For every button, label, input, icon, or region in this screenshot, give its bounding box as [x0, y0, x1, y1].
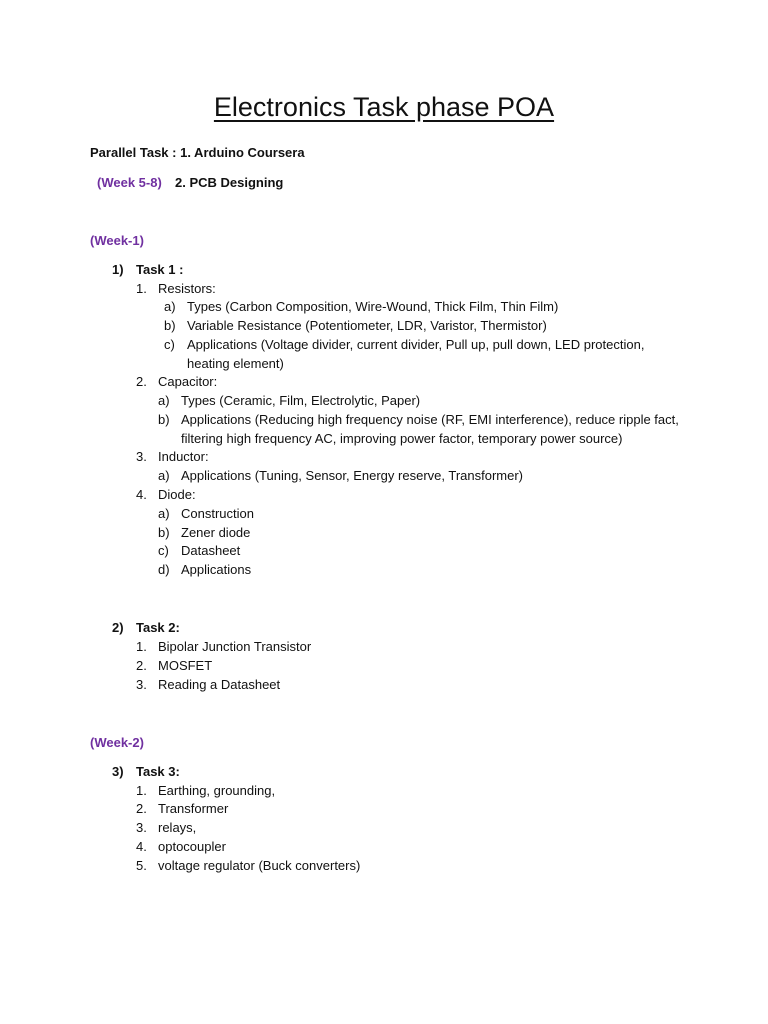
- task1-item-marker: 4.: [136, 487, 147, 502]
- task3-item-text: Transformer: [158, 801, 229, 816]
- sub-item-text: Applications (Reducing high frequency noise (RF, EMI interference), reduce ripple fact,: [181, 412, 679, 427]
- sub-item-text: Applications: [181, 562, 252, 577]
- parallel-task-item-2: 2. PCB Designing: [175, 175, 284, 190]
- sub-item-marker: a): [164, 299, 176, 314]
- sub-item-marker: a): [158, 393, 170, 408]
- sub-item-marker: b): [158, 412, 170, 427]
- task1-item-capacitor: Capacitor:: [158, 374, 218, 389]
- task2-marker: 2): [112, 620, 124, 635]
- task3-marker: 3): [112, 764, 124, 779]
- task1-item-marker: 2.: [136, 374, 147, 389]
- task2-item-marker: 2.: [136, 658, 147, 673]
- sub-item-marker: c): [164, 337, 175, 352]
- sub-item-text: Variable Resistance (Potentiometer, LDR, Varistor, Thermistor): [187, 318, 547, 333]
- sub-item-text: Applications (Voltage divider, current divider, Pull up, pull down, LED protection,: [187, 337, 645, 352]
- task3-item-text: relays,: [158, 820, 197, 835]
- task2-item-marker: 3.: [136, 677, 147, 692]
- sub-item-text: Construction: [181, 506, 254, 521]
- sub-item-marker: b): [158, 525, 170, 540]
- task2-item-text: MOSFET: [158, 658, 213, 673]
- document-title: Electronics Task phase POA: [213, 92, 555, 122]
- task3-item-marker: 1.: [136, 783, 147, 798]
- task2-item-text: Bipolar Junction Transistor: [158, 639, 312, 654]
- sub-item-marker: b): [164, 318, 176, 333]
- task1-item-marker: 3.: [136, 449, 147, 464]
- task3-item-marker: 5.: [136, 858, 147, 873]
- sub-item-text: Zener diode: [181, 525, 251, 540]
- task1-item-inductor: Inductor:: [158, 449, 209, 464]
- sub-item-marker: d): [158, 562, 170, 577]
- sub-item-marker: c): [158, 543, 169, 558]
- week1-heading: (Week-1): [90, 233, 144, 248]
- parallel-week-range: (Week 5-8): [97, 175, 162, 190]
- task2-label: Task 2:: [136, 620, 180, 635]
- sub-item-text: Types (Carbon Composition, Wire-Wound, Thick Film, Thin Film): [187, 299, 559, 314]
- sub-item-marker: a): [158, 506, 170, 521]
- task1-item-resistors: Resistors:: [158, 281, 216, 296]
- sub-item-continuation: heating element): [187, 356, 284, 371]
- task3-item-marker: 4.: [136, 839, 147, 854]
- sub-item-continuation: filtering high frequency AC, improving power factor, temporary power source): [181, 431, 623, 446]
- task1-label: Task 1 :: [136, 262, 184, 277]
- task3-label: Task 3:: [136, 764, 180, 779]
- sub-item-marker: a): [158, 468, 170, 483]
- task1-marker: 1): [112, 262, 124, 277]
- task3-item-text: Earthing, grounding,: [158, 783, 276, 798]
- parallel-task-line: Parallel Task : 1. Arduino Coursera: [90, 145, 305, 160]
- task2-item-marker: 1.: [136, 639, 147, 654]
- task1-item-marker: 1.: [136, 281, 147, 296]
- sub-item-text: Types (Ceramic, Film, Electrolytic, Paper): [181, 393, 421, 408]
- task3-item-text: optocoupler: [158, 839, 226, 854]
- task3-item-text: voltage regulator (Buck converters): [158, 858, 361, 873]
- sub-item-text: Datasheet: [181, 543, 241, 558]
- task3-item-marker: 2.: [136, 801, 147, 816]
- sub-item-text: Applications (Tuning, Sensor, Energy reserve, Transformer): [181, 468, 523, 483]
- week2-heading: (Week-2): [90, 735, 144, 750]
- task1-item-diode: Diode:: [158, 487, 196, 502]
- task2-item-text: Reading a Datasheet: [158, 677, 281, 692]
- task3-item-marker: 3.: [136, 820, 147, 835]
